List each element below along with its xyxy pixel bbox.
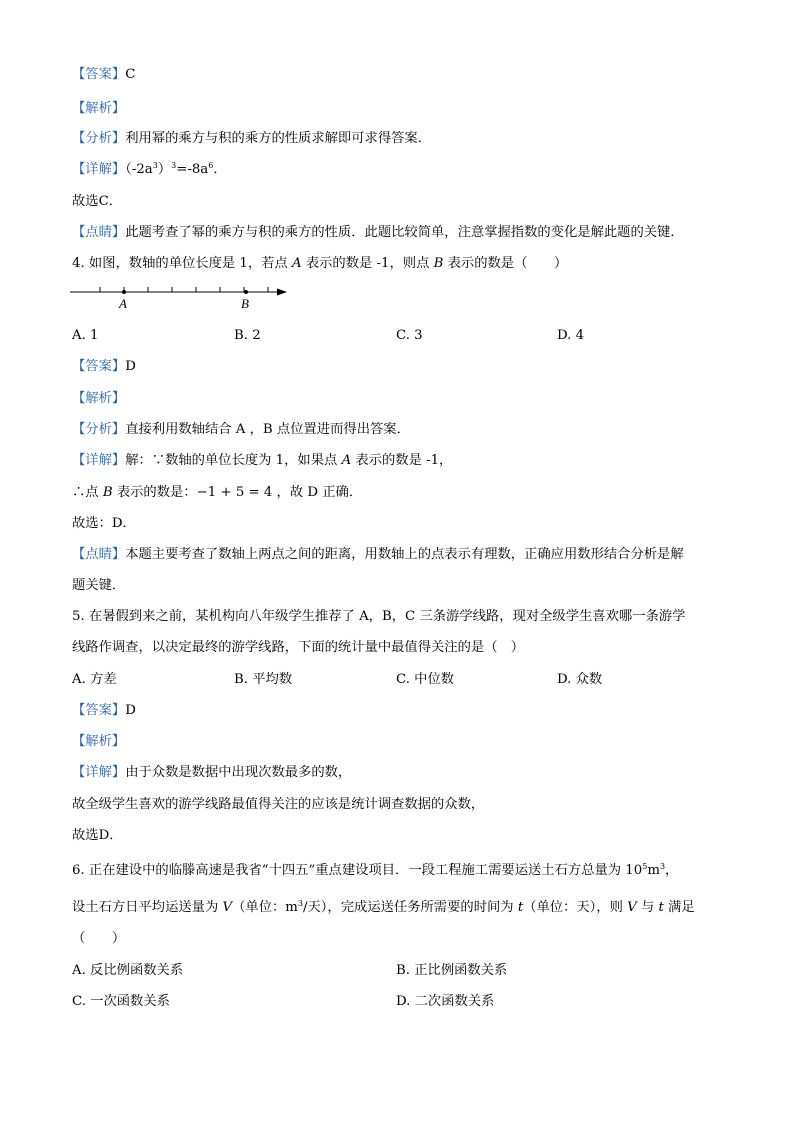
q6-stem-line2 [72, 899, 695, 917]
comment-tag: 【点睛】 [72, 547, 126, 562]
q6-stem-l2-sup: 3 [297, 899, 303, 908]
analysis-tag: 【解析】 [72, 101, 126, 116]
answer-tag: 【答案】 [72, 67, 126, 82]
q3-detail-mid: ） [157, 162, 172, 177]
q4-line2-a: ∴点 [72, 485, 103, 500]
q4-stem-A: A [291, 256, 302, 271]
q4-option-c: C. 3 [396, 328, 423, 343]
q6-stem-l1-a: 6. 正在建设中的临滕高速是我省“十四五”重点建设项目．一段工程施工需要运送土石方总量为 10 [72, 863, 643, 878]
q4-stem-b: 表示的数是 -1，则点 [301, 256, 434, 271]
fenxi-tag: 【分析】 [72, 422, 126, 437]
q5-answer-line [72, 702, 136, 720]
q5-answer-value: D [125, 703, 136, 718]
point-a-label: A [119, 296, 127, 311]
q4-option-a: A. 1 [72, 328, 99, 343]
answer-tag: 【答案】 [72, 703, 126, 718]
q6-stem-l1-b: m [647, 863, 660, 878]
q4-detail-line [72, 452, 452, 470]
q4-comment-line2 [72, 577, 125, 595]
q3-fenxi-text: 利用幂的乘方与积的乘方的性质求解即可求得答案． [125, 131, 432, 146]
q4-stem-c: 表示的数是（ ） [443, 256, 568, 271]
q3-analysis-line [72, 100, 125, 118]
q3-detail-eq: =-8a [176, 162, 209, 177]
q5-option-b: B. 平均数 [234, 672, 293, 687]
analysis-tag: 【解析】 [72, 391, 126, 406]
point-a-dot [122, 290, 126, 294]
q3-detail-pre: （-2a [125, 162, 153, 177]
q5-stem-l2: 线路作调查，以决定最终的游学线路，下面的统计量中最值得关注的是（ ） [72, 640, 525, 655]
q5-choose-text: 故选D． [72, 828, 123, 843]
q5-stem-line1 [72, 608, 685, 626]
point-b-dot [244, 290, 248, 294]
q4-stem-B: B [433, 256, 444, 271]
q6-stem-l1-sup2: 3 [659, 862, 666, 871]
q4-line2-B: B [102, 485, 113, 500]
answer-tag: 【答案】 [72, 359, 126, 374]
q6-stem-l2-f: 满足 [663, 900, 695, 915]
q4-option-b: B. 2 [234, 328, 261, 343]
q4-stem [72, 255, 567, 273]
q4-analysis-line [72, 390, 125, 408]
q6-stem-line1 [72, 862, 678, 880]
q5-option-a: A. 方差 [72, 672, 117, 687]
q4-detail-b: 表示的数是 -1， [351, 453, 453, 468]
q6-stem-l2-a: 设土石方日平均运送量为 [72, 900, 223, 915]
q6-stem-line3 [72, 930, 125, 948]
q4-answer-line [72, 358, 136, 376]
q5-stem-line2 [72, 639, 524, 657]
q6-stem-l2-t: t [517, 900, 524, 915]
q5-detail-l2: 故全级学生喜欢的游学线路最值得关注的应该是统计调查数据的众数， [72, 797, 485, 812]
q3-comment-text: 此题考查了幂的乘方与积的乘方的性质．此题比较简单，注意掌握指数的变化是解此题的关键． [125, 225, 684, 240]
q6-stem-l3: （ ） [72, 931, 126, 946]
q5-option-c: C. 中位数 [396, 672, 455, 687]
q5-analysis-line [72, 733, 125, 751]
q4-detail-A: A [341, 453, 352, 468]
q6-stem-l1-sup: 5 [642, 862, 648, 871]
q3-detail-sup3: 6 [208, 161, 214, 170]
q4-comment-l2: 题关键． [72, 578, 126, 593]
detail-tag: 【详解】 [72, 162, 126, 177]
q6-stem-l2-b: （单位：m [232, 900, 298, 915]
comment-tag: 【点睛】 [72, 225, 126, 240]
q6-stem-l2-t2: t [658, 900, 664, 915]
q4-comment-line [72, 546, 684, 564]
q3-answer-line [72, 66, 135, 84]
axis-arrow-icon [277, 289, 287, 296]
q5-detail-l1: 由于众数是数据中出现次数最多的数， [125, 765, 352, 780]
q5-choose-line [72, 827, 123, 845]
q6-option-a: A. 反比例函数关系 [72, 963, 184, 978]
q6-option-b: B. 正比例函数关系 [396, 963, 508, 978]
q6-option-d: D. 二次函数关系 [396, 994, 495, 1009]
point-b-label: B [241, 296, 249, 311]
detail-tag: 【详解】 [72, 453, 126, 468]
q6-stem-l1-c: ， [665, 863, 679, 878]
q4-detail-line2 [72, 484, 362, 502]
q3-detail-line [72, 161, 227, 179]
q3-detail-sup2: 3 [171, 161, 177, 170]
q5-detail-line [72, 764, 351, 782]
q4-line2-b: 表示的数是：−1 + 5 = 4 ，故 D 正确． [112, 485, 363, 500]
q4-detail-a: 解：∵数轴的单位长度为 1，如果点 [125, 453, 342, 468]
q3-fenxi-line [72, 130, 431, 148]
q3-choose-line [72, 193, 122, 211]
q6-stem-l2-V: V [222, 900, 233, 915]
q4-fenxi-line [72, 421, 410, 439]
q4-choose-line [72, 515, 136, 533]
analysis-tag: 【解析】 [72, 734, 126, 749]
fenxi-tag: 【分析】 [72, 131, 126, 146]
q6-option-c: C. 一次函数关系 [72, 994, 170, 1009]
q3-detail-sup1: 3 [152, 161, 158, 170]
q5-detail-line2 [72, 796, 484, 814]
q3-detail-end: ． [213, 162, 227, 177]
q4-option-d: D. 4 [557, 328, 585, 343]
q4-choose-text: 故选：D． [72, 516, 136, 531]
q6-stem-l2-c: /天），完成运送任务所需要的时间为 [303, 900, 518, 915]
q4-fenxi-text: 直接利用数轴结合 A ，B 点位置进而得出答案． [125, 422, 410, 437]
q4-answer-value: D [125, 359, 136, 374]
q6-stem-l2-e: 与 [636, 900, 659, 915]
q4-stem-a: 4. 如图，数轴的单位长度是 1，若点 [72, 256, 292, 271]
q3-comment-line [72, 224, 684, 242]
number-line-figure [70, 282, 300, 312]
q4-comment-l1: 本题主要考查了数轴上两点之间的距离，用数轴上的点表示有理数，正确应用数形结合分析是解 [125, 547, 684, 562]
q3-answer-value: C [125, 67, 136, 82]
q5-stem-l1: 5. 在暑假到来之前，某机构向八年级学生推荐了 A，B，C 三条游学线路，现对全级学生喜欢哪一条游学 [72, 609, 686, 624]
q5-option-d: D. 众数 [557, 672, 603, 687]
q3-choose-text: 故选C． [72, 194, 123, 209]
q6-stem-l2-V2: V [627, 900, 637, 915]
q6-stem-l2-d: （单位：天），则 [523, 900, 628, 915]
detail-tag: 【详解】 [72, 765, 126, 780]
